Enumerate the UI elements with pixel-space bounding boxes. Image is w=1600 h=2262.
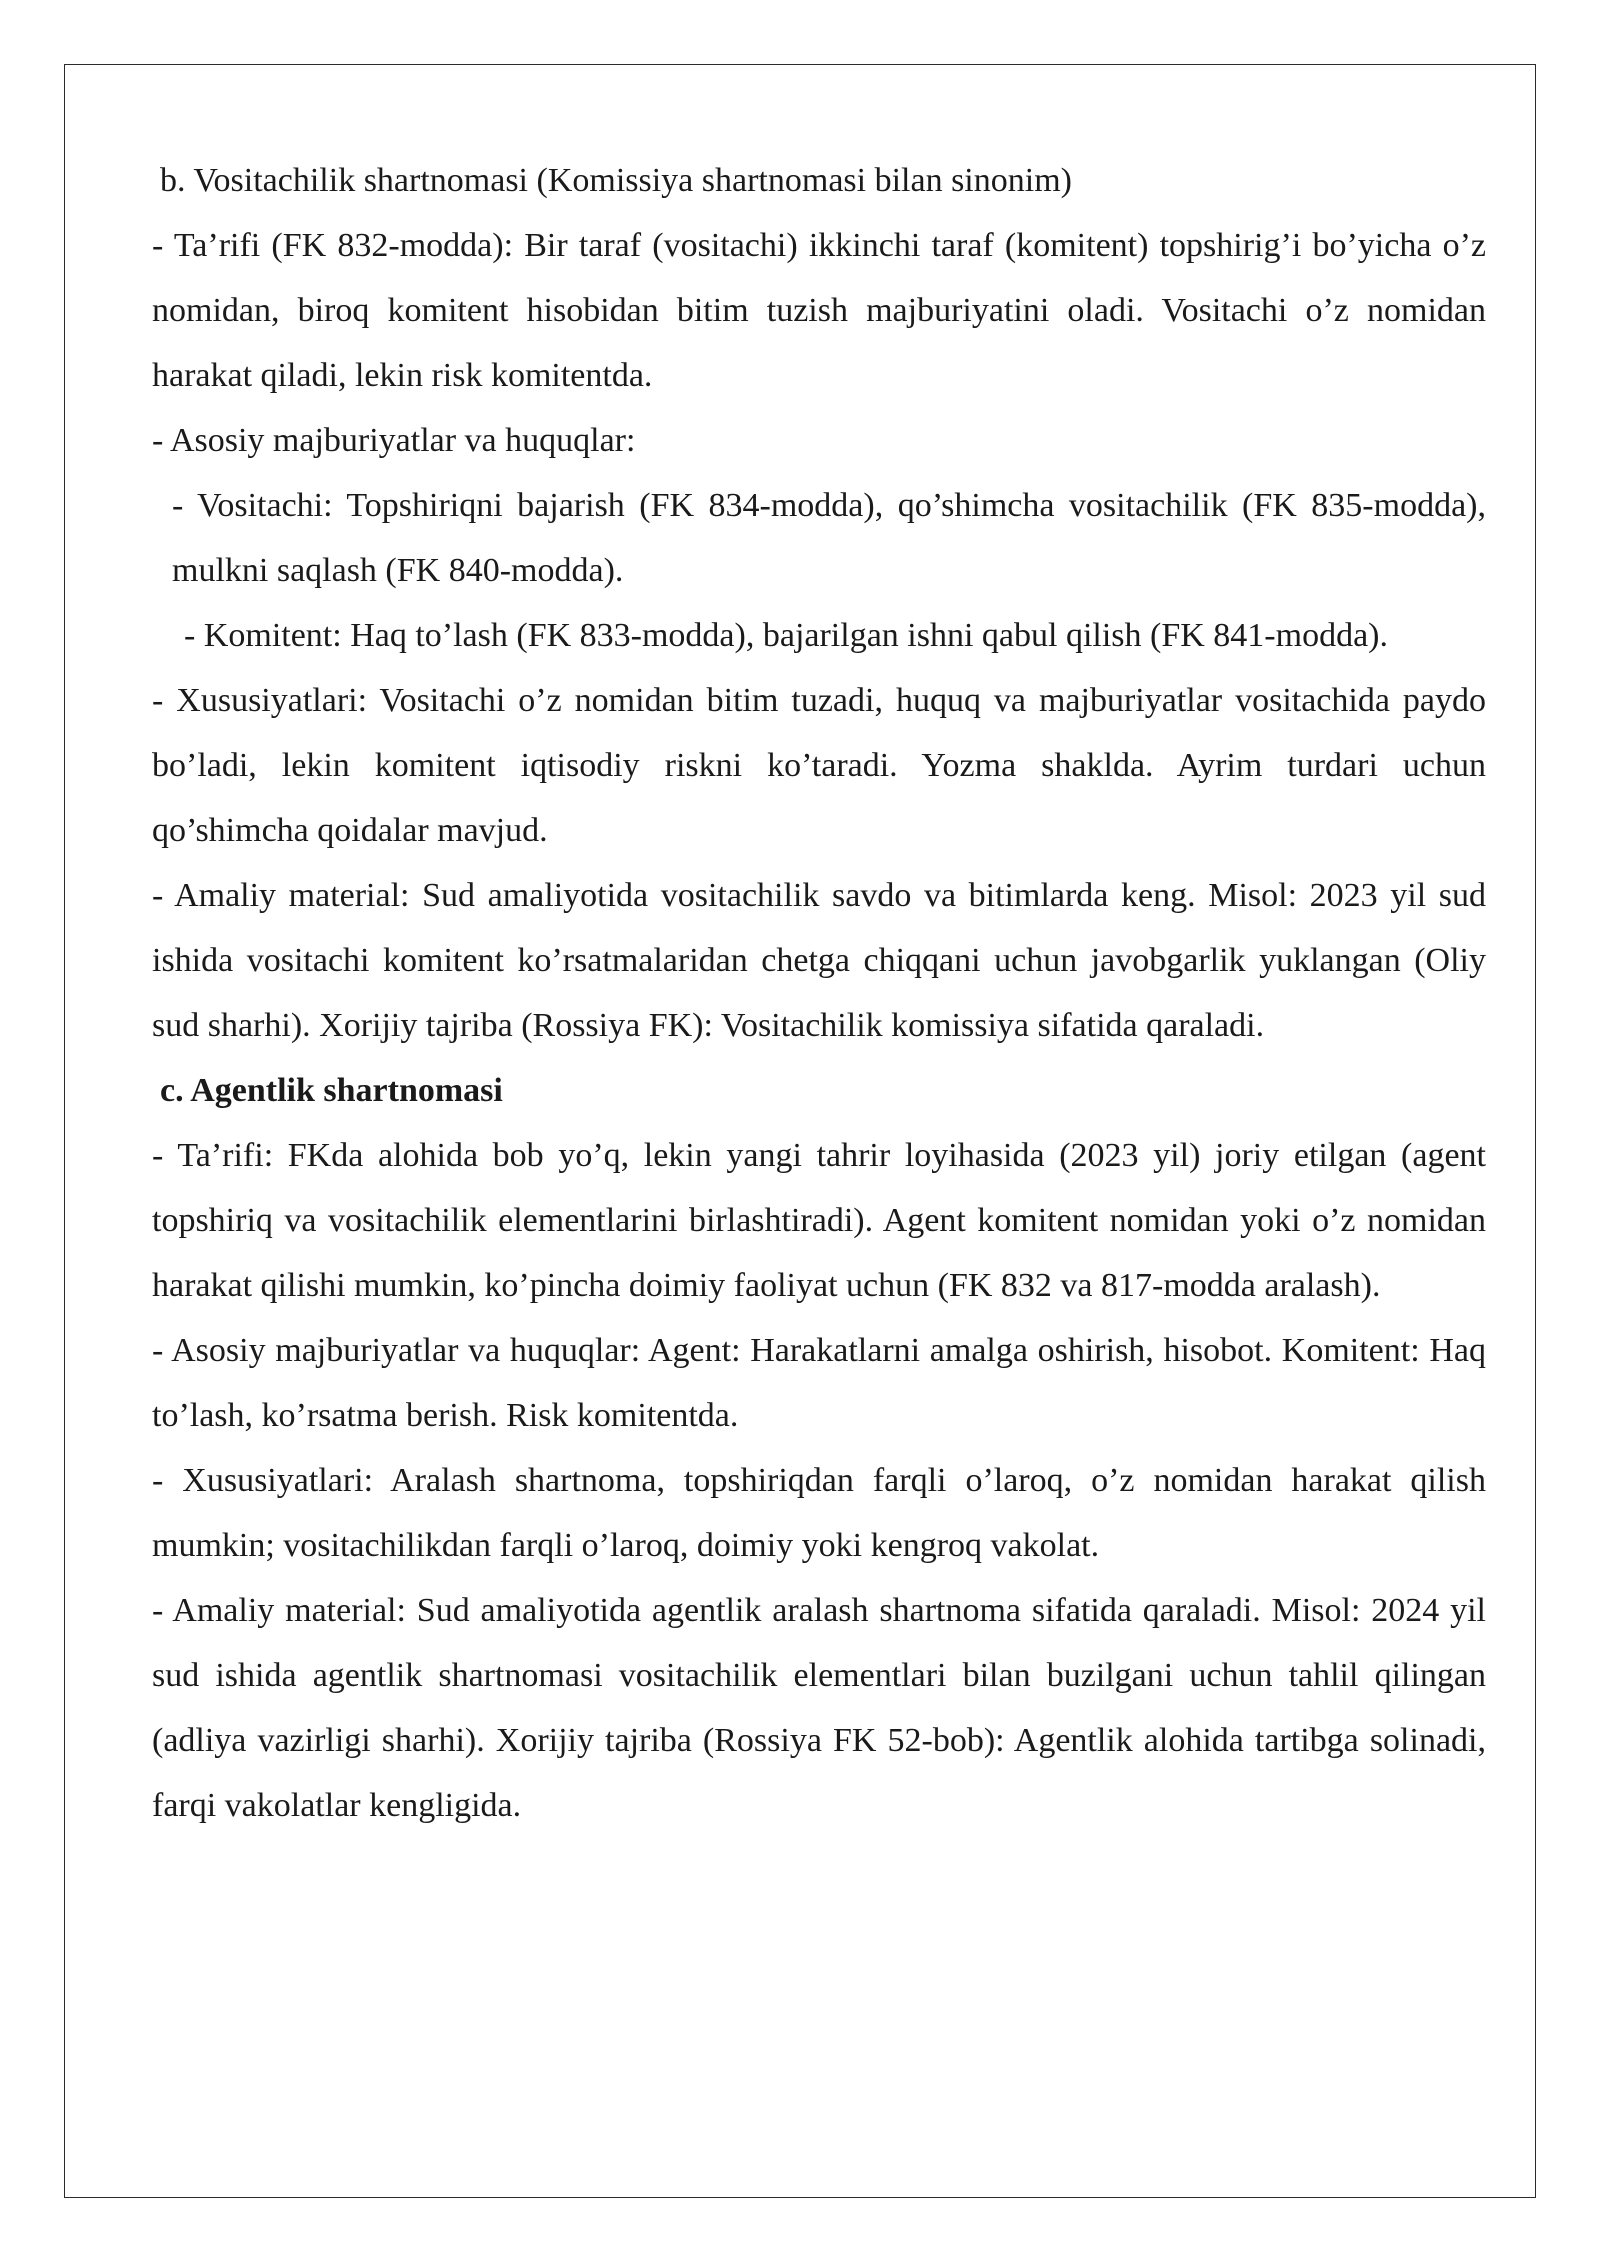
section-c-features: - Xususiyatlari: Aralash shartnoma, topshiriqdan farqli o’laroq, o’z nomidan harakat qilish mumkin; vositachilikdan farqli o’laroq, doimiy yoki kengroq vakolat. xyxy=(152,1462,1486,1564)
section-b-obligations-title: - Asosiy majburiyatlar va huquqlar: xyxy=(152,422,636,459)
section-c-heading: c. Agentlik shartnomasi xyxy=(160,1072,503,1109)
section-b-practice: - Amaliy material: Sud amaliyotida vositachilik savdo va bitimlarda keng. Misol: 2023 yil sud ishida vositachi komitent ko’rsatmalaridan chetga chiqqani uchun javobgarlik yuklangan (Oliy sud sharhi). Xorijiy tajriba (Rossiya FK): Vositachilik komissiya sifatida qaraladi. xyxy=(152,877,1486,1044)
section-b-obligation-agent: - Vositachi: Topshiriqni bajarish (FK 834-modda), qo’shimcha vositachilik (FK 835-modda), mulkni saqlash (FK 840-modda). xyxy=(172,487,1486,589)
document-body xyxy=(152,148,1486,1838)
section-b-definition: - Ta’rifi (FK 832-modda): Bir taraf (vositachi) ikkinchi taraf (komitent) topshirig’i bo’yicha o’z nomidan, biroq komitent hisobidan bitim tuzish majburiyatini oladi. Vositachi o’z nomidan harakat qiladi, lekin risk komitentda. xyxy=(152,227,1486,394)
section-c-practice: - Amaliy material: Sud amaliyotida agentlik aralash shartnoma sifatida qaraladi. Misol: 2024 yil sud ishida agentlik shartnomasi vositachilik elementlari bilan buzilgani uchun tahlil qilingan (adliya vazirligi sharhi). Xorijiy tajriba (Rossiya FK 52-bob): Agentlik alohida tartibga solinadi, farqi vakolatlar kengligida. xyxy=(152,1592,1486,1824)
section-b-obligation-principal: - Komitent: Haq to’lash (FK 833-modda), bajarilgan ishni qabul qilish (FK 841-modda). xyxy=(184,617,1388,654)
section-b-heading: b. Vositachilik shartnomasi (Komissiya shartnomasi bilan sinonim) xyxy=(160,162,1072,199)
section-c-definition: - Ta’rifi: FKda alohida bob yo’q, lekin yangi tahrir loyihasida (2023 yil) joriy etilgan (agent topshiriq va vositachilik elementlarini birlashtiradi). Agent komitent nomidan yoki o’z nomidan harakat qilishi mumkin, ko’pincha doimiy faoliyat uchun (FK 832 va 817-modda aralash). xyxy=(152,1137,1486,1304)
section-b-features: - Xususiyatlari: Vositachi o’z nomidan bitim tuzadi, huquq va majburiyatlar vositachida paydo bo’ladi, lekin komitent iqtisodiy riskni ko’taradi. Yozma shaklda. Ayrim turdari uchun qo’shimcha qoidalar mavjud. xyxy=(152,682,1486,849)
section-c-obligations: - Asosiy majburiyatlar va huquqlar: Agent: Harakatlarni amalga oshirish, hisobot. Komitent: Haq to’lash, ko’rsatma berish. Risk komitentda. xyxy=(152,1332,1486,1434)
